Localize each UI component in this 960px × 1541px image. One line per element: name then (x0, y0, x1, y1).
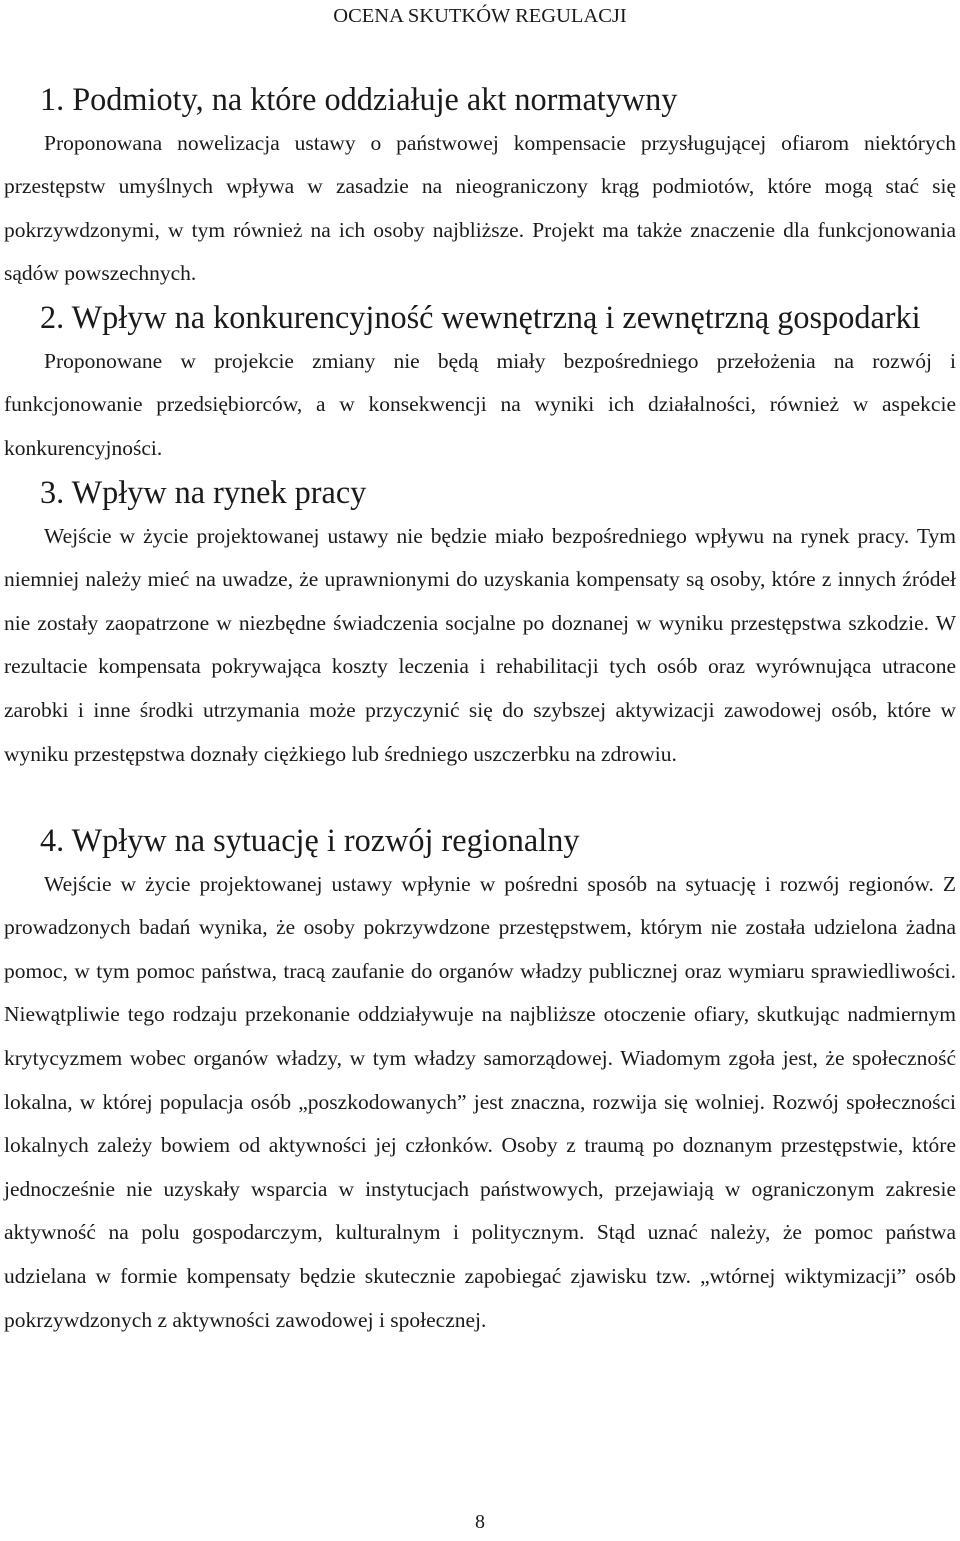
section-competitiveness (0, 296, 960, 470)
section-regional-development (0, 819, 960, 1342)
page-title: OCENA SKUTKÓW REGULACJI (333, 5, 627, 27)
section-paragraph: Proponowane w projekcie zmiany nie będą miały bezpośredniego przełożenia na rozwój i funkcjonowanie przedsiębiorców, a w konsekwencji na wyniki ich działalności, również w aspekcie konkurencyjności. (4, 348, 956, 460)
page-number: 8 (475, 1511, 485, 1533)
section-labour-market (0, 471, 960, 776)
section-heading: 3. Wpływ na rynek pracy (40, 474, 367, 510)
section-paragraph: Wejście w życie projektowanej ustawy wpłynie w pośredni sposób na sytuację i rozwój regionów. Z prowadzonych badań wynika, że osoby pokrzywdzone przestępstwem, którym nie została udzielona żadna pomoc, w tym pomoc państwa, tracą zaufanie do organów władzy publicznej oraz wymiaru sprawiedliwości. Niewątpliwie tego rodzaju przekonanie oddziaływuje na najbliższe otoczenie ofiary, skutkując nadmiernym krytycyzmem wobec organów władzy, w tym władzy samorządowej. Wiadomym zgoła jest, że społeczność lokalna, w której populacja osób „poszkodowanych” jest znaczna, rozwija się wolniej. Rozwój społeczności lokalnych zależy bowiem od aktywności jej członków. Osoby z traumą po doznanym przestępstwie, które jednocześnie nie uzyskały wsparcia w instytucjach państwowych, przejawiają w ograniczonym zakresie aktywność na polu gospodarczym, kulturalnym i politycznym. Stąd uznać należy, że pomoc państwa udzielana w formie kompensaty będzie skutecznie zapobiegać zjawisku tzw. „wtórnej wiktymizacji” osób pokrzywdzonych z aktywności zawodowej i społecznej. (4, 871, 956, 1332)
section-paragraph: Proponowana nowelizacja ustawy o państwowej kompensacie przysługującej ofiarom niektórych przestępstw umyślnych wpływa w zasadzie na nieograniczony krąg podmiotów, które mogą stać się pokrzywdzonymi, w tym również na ich osoby najbliższe. Projekt ma także znaczenie dla funkcjonowania sądów powszechnych. (4, 130, 956, 286)
section-heading: 4. Wpływ na sytuację i rozwój regionalny (40, 822, 580, 858)
section-paragraph: Wejście w życie projektowanej ustawy nie będzie miało bezpośredniego wpływu na rynek pracy. Tym niemniej należy mieć na uwadze, że uprawnionymi do uzyskania kompensaty są osoby, które z innych źródeł nie zostały zaopatrzone w niezbędne świadczenia socjalne po doznanej w wyniku przestępstwa szkodzie. W rezultacie kompensata pokrywająca koszty leczenia i rehabilitacji tych osób oraz wyrównująca utracone zarobki i inne środki utrzymania może przyczynić się do szybszej aktywizacji zawodowej osób, które w wyniku przestępstwa doznały ciężkiego lub średniego uszczerbku na zdrowiu. (4, 523, 956, 766)
section-heading: 1. Podmioty, na które oddziałuje akt normatywny (40, 81, 678, 117)
section-entities (0, 78, 960, 296)
section-heading: 2. Wpływ na konkurencyjność wewnętrzną i zewnętrzną gospodarki (40, 299, 921, 335)
